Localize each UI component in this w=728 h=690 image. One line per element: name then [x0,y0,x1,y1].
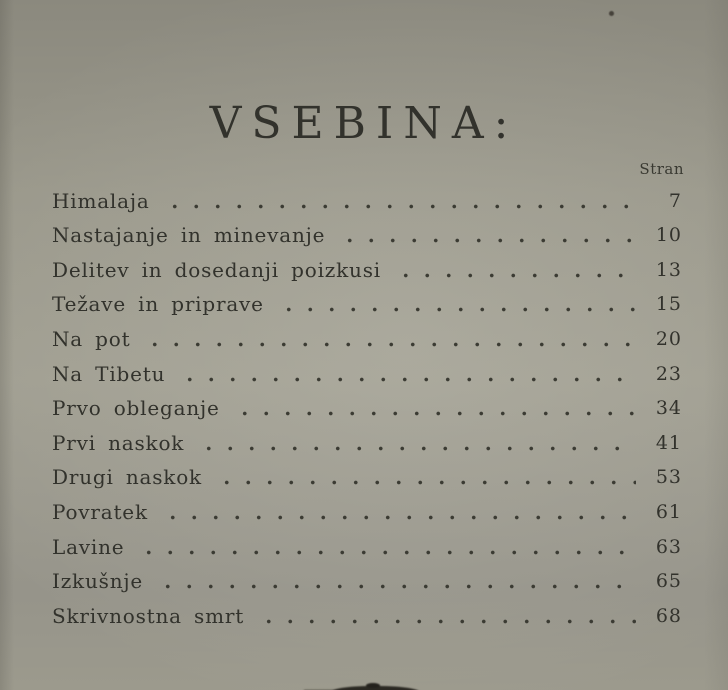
dot-leader [234,402,636,420]
toc-entry [52,593,682,628]
toc-entry-label: Na pot [52,326,131,351]
toc-entry-label: Izkušnje [52,569,144,594]
toc-entry-page-number: 15 [655,293,682,316]
dot-leader [144,333,636,351]
toc-entry [52,247,682,282]
toc-entry [52,213,682,248]
toc-entry-page-number: 68 [655,604,682,627]
toc-entry-page-number: 13 [655,258,682,281]
toc-entry-label: Težave in priprave [52,292,264,317]
toc-entry-page-number: 53 [655,466,682,489]
toc-entry-page-number: 34 [655,397,682,420]
toc-entry [52,455,682,490]
dot-leader [278,298,636,316]
toc-entry [52,282,682,317]
toc-entry-label: Prvi naskok [52,430,185,455]
toc-entry [52,559,682,594]
dot-leader [216,471,636,489]
toc-entry-page-number: 65 [655,570,682,593]
dot-leader [179,368,636,386]
toc-entry-label: Drugi naskok [52,465,202,490]
dot-leader [395,264,636,282]
toc-entry-label: Skrivnostna smrt [52,603,245,628]
dot-leader [198,437,636,455]
toc-entry-page-number: 23 [655,362,682,385]
toc-entry [52,489,682,524]
page-column-header: Stran [639,160,684,178]
toc-entry-label: Prvo obleganje [52,396,220,421]
toc-entry-label: Lavine [52,534,125,559]
toc-entry [52,351,682,386]
toc-entry-label: Povratek [52,499,148,524]
toc-entry [52,524,682,559]
toc-entry [52,420,682,455]
toc-entry [52,386,682,421]
toc-entry-page-number: 7 [668,189,682,212]
toc-list [52,178,682,628]
toc-entry-label: Na Tibetu [52,361,166,386]
dot-leader [339,229,636,247]
toc-entry-page-number: 63 [655,535,682,558]
dot-leader [138,541,636,559]
toc-entry-page-number: 61 [655,500,682,523]
toc-entry-label: Nastajanje in minevanje [52,223,326,248]
dot-leader [164,195,636,213]
dot-leader [258,610,636,628]
toc-entry-label: Delitev in dosedanji poizkusi [52,257,381,282]
toc-entry-page-number: 41 [655,431,682,454]
toc-entry-page-number: 10 [655,224,682,247]
dot-leader [162,506,636,524]
toc-entry-label: Himalaja [52,188,150,213]
toc-entry [52,178,682,213]
toc-entry-page-number: 20 [655,327,682,350]
toc-entry [52,316,682,351]
contents-title: VSEBINA: [209,98,519,149]
dot-leader [157,575,636,593]
